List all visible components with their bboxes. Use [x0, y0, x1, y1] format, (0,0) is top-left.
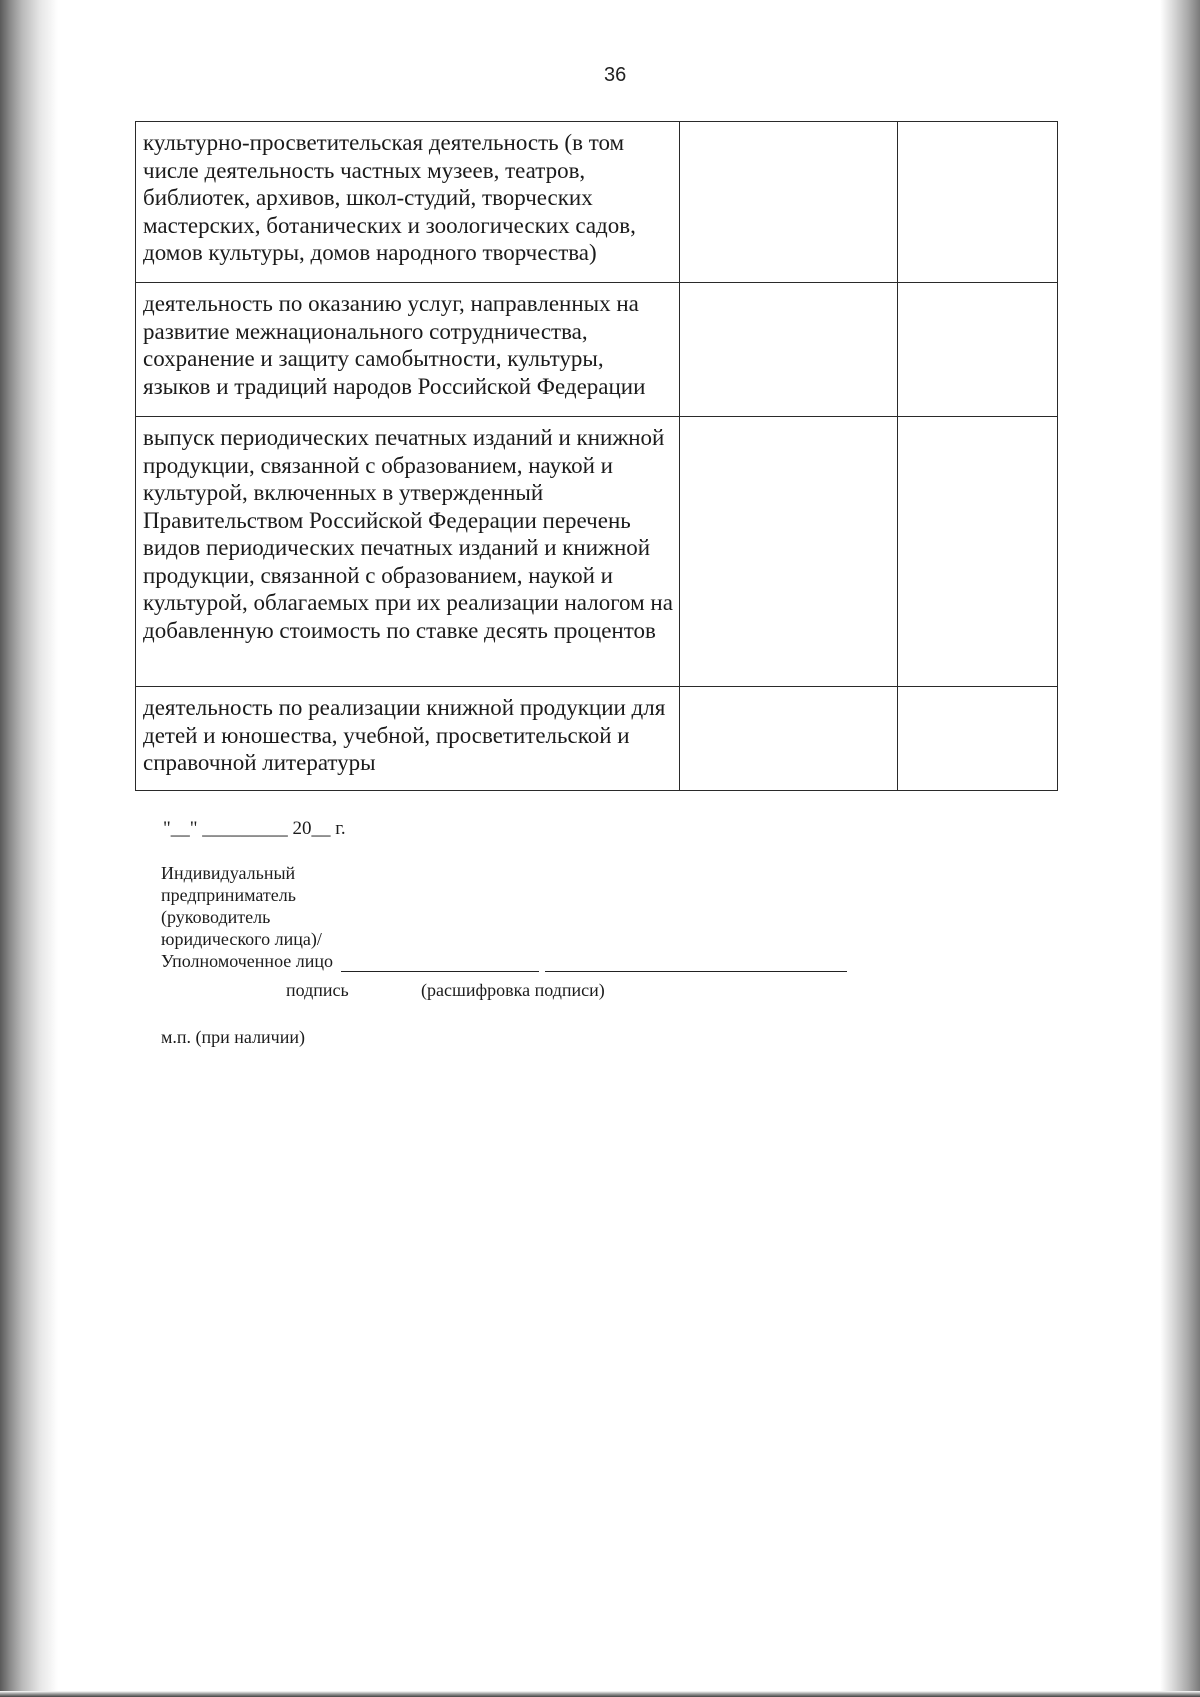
- authorized-person-label: Уполномоченное лицо: [161, 951, 334, 971]
- stamp-note: м.п. (при наличии): [161, 1027, 305, 1047]
- signature-captions: [286, 980, 605, 1001]
- table-row: [136, 417, 1058, 687]
- authorized-person-line: [161, 950, 847, 972]
- signatory-label-line: юридического лица)/: [161, 929, 322, 949]
- table-cell-empty: [680, 122, 898, 283]
- activity-description: деятельность по реализации книжной продукции для детей и юношества, учебной, просветительской и справочной литературы: [136, 687, 680, 791]
- table-cell-empty: [898, 417, 1058, 687]
- table-cell-empty: [680, 417, 898, 687]
- activity-description: деятельность по оказанию услуг, направленных на развитие межнационального сотрудничества, сохранение и защиту самобытности, культуры, языков и традиций народов Российской Федерации: [136, 283, 680, 417]
- table-cell-empty: [898, 122, 1058, 283]
- table-row: [136, 283, 1058, 417]
- signatory-label-line: (руководитель: [161, 907, 271, 927]
- signature-block: [161, 862, 847, 972]
- scan-edge-left: [0, 0, 58, 1697]
- scan-edge-bottom: [0, 1691, 1200, 1697]
- table-cell-empty: [898, 687, 1058, 791]
- signatory-label-line: предприниматель: [161, 885, 296, 905]
- table-cell-empty: [898, 283, 1058, 417]
- table-cell-empty: [680, 283, 898, 417]
- signatory-label-line: Индивидуальный: [161, 863, 296, 883]
- activity-description: культурно-просветительская деятельность (в том числе деятельность частных музеев, театров, библиотек, архивов, школ-студий, творческих мастерских, ботанических и зоологических садов, домов культуры, домов народного творчества): [136, 122, 680, 283]
- signature-decoding-field[interactable]: [545, 953, 847, 972]
- page-number: 36: [604, 64, 627, 86]
- signature-caption: подпись: [286, 980, 349, 1000]
- scan-edge-right: [1160, 0, 1200, 1697]
- signature-field[interactable]: [341, 953, 539, 972]
- table-cell-empty: [680, 687, 898, 791]
- signature-decoding-caption: (расшифровка подписи): [421, 980, 605, 1000]
- table-row: [136, 122, 1058, 283]
- table-row: [136, 687, 1058, 791]
- activity-table: [135, 121, 1058, 791]
- activity-description: выпуск периодических печатных изданий и книжной продукции, связанной с образованием, наукой и культурой, включенных в утвержденный Правительством Российской Федерации перечень видов периодических печатных изданий и книжной продукции, связанной с образованием, наукой и культурой, облагаемых при их реализации налогом на добавленную стоимость по ставке десять процентов: [136, 417, 680, 687]
- date-line: "__" _________ 20__ г.: [163, 818, 346, 839]
